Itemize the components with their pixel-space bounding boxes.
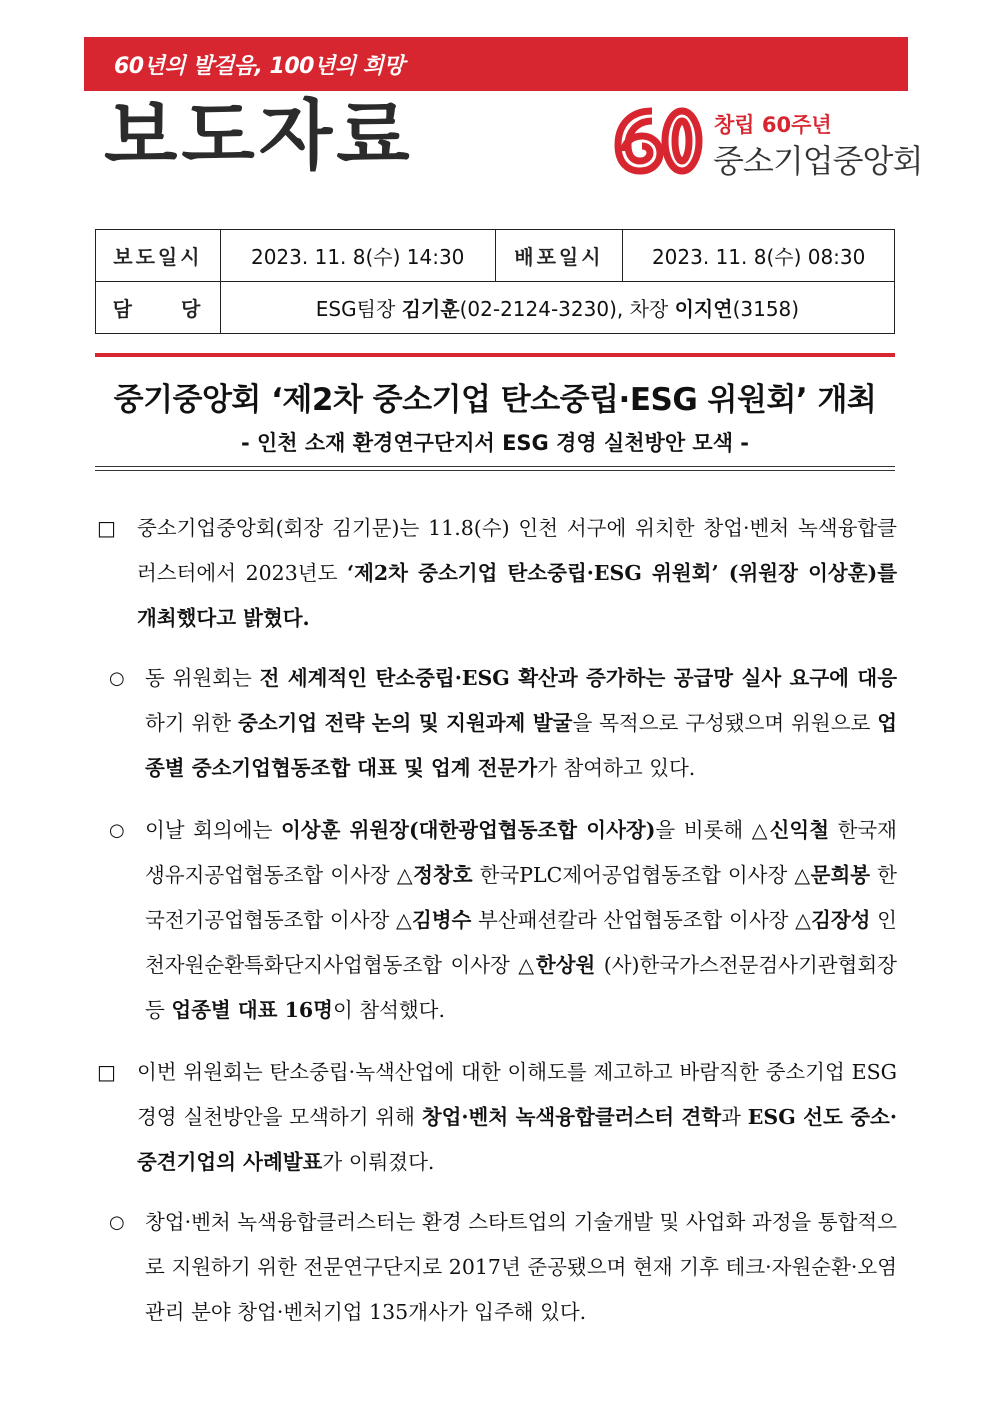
square-bullet-icon: □	[97, 516, 116, 540]
p1-text-1: 중소기업중앙회(회장 김기문)는 11.8(수) 인천 서구에 위치한 창업·벤처 녹색융합클러스터에서 2023년도	[137, 516, 897, 585]
p2-text-3: 을 목적으로 구성됐으며 위원으로	[572, 711, 878, 735]
date-row	[96, 230, 895, 282]
p3-text-6: 부산패션칼라 산업협동조합 이사장	[471, 908, 796, 932]
headline-bottom-rule	[95, 466, 895, 471]
paragraph-3	[95, 808, 897, 1033]
org-logo	[612, 103, 923, 180]
report-date-label: 보도일시	[96, 230, 221, 282]
p3-text-3: 한국재생유지공업협동조합 이사장	[145, 818, 897, 887]
slogan-banner	[84, 37, 908, 91]
contact-b-phone: (3158)	[732, 297, 800, 321]
p3-bold-4: △문희봉	[794, 863, 871, 887]
p2-text-2: 하기 위한	[145, 711, 238, 735]
circle-bullet-icon: ○	[109, 668, 125, 689]
contact-label: 담 당	[96, 282, 221, 334]
release-date-label: 배포일시	[495, 230, 623, 282]
contact-a-title: ESG팀장	[315, 297, 402, 321]
headline-top-rule	[95, 353, 895, 357]
p4-text-3: 가 이뤄졌다.	[322, 1150, 435, 1174]
paragraph-1	[95, 506, 897, 641]
doc-type-title: 보도자료	[104, 91, 414, 180]
p3-bold-8: 업종별 대표 16명	[171, 998, 333, 1022]
p2-bold-2: 중소기업 전략 논의 및 지원과제 발굴	[237, 711, 573, 735]
release-date-value: 2023. 11. 8(수) 08:30	[623, 230, 895, 282]
press-info-table	[95, 229, 895, 334]
p3-bold-5: △김병수	[396, 908, 472, 932]
contact-a-name: 김기훈	[401, 297, 460, 321]
p2-bold-3: 업종별 중소기업협동조합 대표 및 업계 전문가	[145, 711, 897, 780]
p3-text-2: 을 비롯해	[655, 818, 752, 842]
circle-bullet-icon: ○	[109, 820, 125, 841]
paragraph-4	[95, 1050, 897, 1185]
p5-text-1: 창업·벤처 녹색융합클러스터는 환경 스타트업의 기술개발 및 사업화 과정을 통합적으로 지원하기 위한 전문연구단지로 2017년 준공됐으며 현재 기후 테크·자원순환·오염관리 분야 창업·벤처기업 135개사가 입주해 있다.	[145, 1210, 897, 1324]
subheadline: - 인천 소재 환경연구단지서 ESG 경영 실천방안 모색 -	[240, 431, 750, 455]
p3-bold-6: △김장성	[795, 908, 871, 932]
p3-bold-7: △한상원	[518, 953, 596, 977]
p4-text-1: 이번 위원회는 탄소중립·녹색산업에 대한 이해도를 제고하고 바람직한 중소기업 ESG 경영 실천방안을 모색하기 위해	[137, 1060, 897, 1129]
article-body	[95, 506, 897, 1352]
p1-bold-1: ‘제2차 중소기업 탄소중립·ESG 위원회’ (위원장 이상훈)를 개최했다고 밝혔다.	[137, 561, 897, 630]
p3-bold-3: △정창호	[396, 863, 473, 887]
p3-text-1: 이날 회의에는	[145, 818, 281, 842]
p3-bold-1: 이상훈 위원장(대한광업협동조합 이사장)	[280, 818, 656, 842]
slogan-text: 60년의 발걸음, 100년의 희망	[114, 54, 405, 79]
org-name: 중소기업중앙회	[713, 142, 923, 180]
p3-text-9: 이 참석했다.	[332, 998, 446, 1022]
p3-text-7: 인천자원순환특화단지사업협동조합 이사장	[145, 908, 897, 977]
contact-row	[96, 282, 895, 334]
p3-bold-2: △신익철	[751, 818, 829, 842]
p3-text-4: 한국PLC제어공업협동조합 이사장	[472, 863, 795, 887]
report-date-value: 2023. 11. 8(수) 14:30	[220, 230, 495, 282]
square-bullet-icon: □	[97, 1060, 116, 1084]
paragraph-5	[95, 1200, 897, 1335]
p3-text-8: (사)한국가스전문검사기관협회장 등	[145, 953, 897, 1022]
anniversary-label: 창립 60주년	[714, 113, 832, 137]
circle-bullet-icon: ○	[109, 1212, 125, 1233]
headline: 중기중앙회 ‘제2차 중소기업 탄소중립·ESG 위원회’ 개최	[113, 382, 877, 418]
contact-b-name: 이지연	[674, 297, 733, 321]
contact-value	[220, 282, 894, 334]
p4-text-2: 과	[721, 1105, 748, 1129]
sixty-emblem-icon	[612, 103, 704, 177]
p2-bold-1: 전 세계적인 탄소중립·ESG 확산과 증가하는 공급망 실사 요구에 대응	[259, 666, 897, 690]
paragraph-2	[95, 656, 897, 791]
p2-text-1: 동 위원회는	[145, 666, 260, 690]
p4-bold-1: 창업·벤처 녹색융합클러스터 견학	[421, 1105, 722, 1129]
p3-text-5: 한국전기공업협동조합 이사장	[145, 863, 897, 932]
contact-a-phone: (02-2124-3230), 차장	[459, 297, 675, 321]
p2-text-4: 가 참여하고 있다.	[537, 756, 696, 780]
p4-bold-2: ESG 선도 중소·중견기업의 사례발표	[137, 1105, 897, 1174]
